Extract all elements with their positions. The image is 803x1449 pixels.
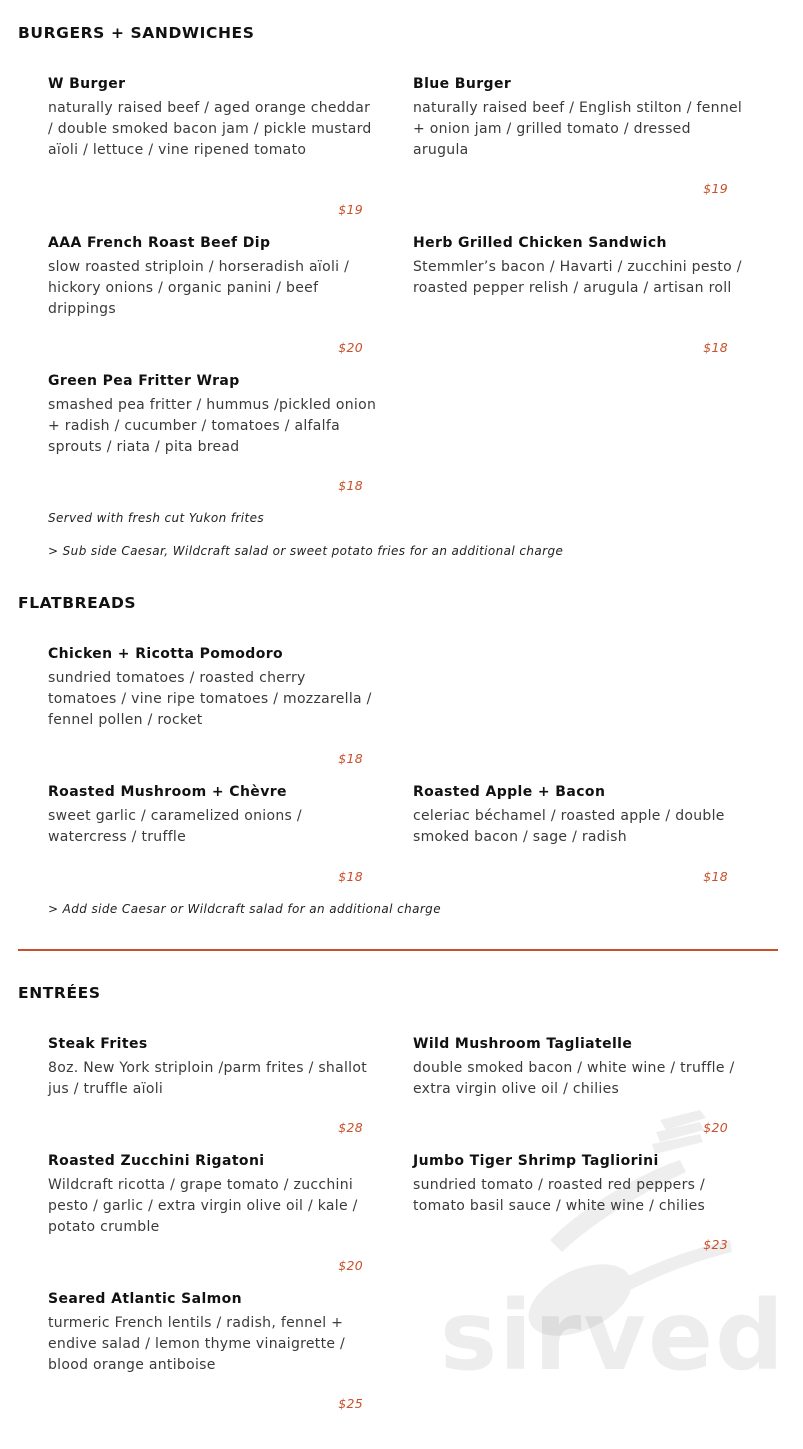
menu-item — [413, 74, 743, 161]
item-description: naturally raised beef / aged orange cheddar / double smoked bacon jam / pickle mustard aïoli / lettuce / vine ripened tomato — [48, 100, 372, 158]
section-title-burgers: BURGERS + SANDWICHES — [18, 24, 255, 42]
menu-item — [48, 74, 378, 161]
menu-item — [48, 782, 378, 848]
section-title-entrees: ENTRÉES — [18, 984, 101, 1002]
menu-item — [48, 1034, 378, 1100]
item-name: Chicken + Ricotta Pomodoro — [48, 646, 284, 662]
item-price: $28 — [338, 1120, 363, 1135]
menu-item — [413, 1034, 743, 1100]
menu-item — [413, 1151, 743, 1217]
section-note: Served with fresh cut Yukon frites — [48, 511, 265, 525]
item-price: $19 — [703, 181, 728, 196]
item-name: Roasted Mushroom + Chèvre — [48, 784, 287, 800]
menu-item — [48, 371, 378, 458]
item-price: $18 — [703, 340, 728, 355]
section-note: > Sub side Caesar, Wildcraft salad or sweet potato fries for an additional charge — [48, 544, 564, 558]
item-price: $18 — [338, 869, 363, 884]
menu-item — [413, 782, 743, 848]
item-description: smashed pea fritter / hummus /pickled onion + radish / cucumber / tomatoes / alfalfa sprouts / riata / pita bread — [48, 397, 377, 455]
item-description: turmeric French lentils / radish, fennel + endive salad / lemon thyme vinaigrette / blood orange antiboise — [48, 1315, 346, 1373]
menu-item — [48, 233, 378, 320]
item-description: sweet garlic / caramelized onions / watercress / truffle — [48, 808, 302, 845]
section-note: > Add side Caesar or Wildcraft salad for an additional charge — [48, 902, 441, 916]
item-name: Blue Burger — [413, 76, 512, 92]
menu-item — [413, 233, 743, 299]
item-name: Jumbo Tiger Shrimp Tagliorini — [413, 1153, 659, 1169]
item-description: naturally raised beef / English stilton / fennel + onion jam / grilled tomato / dressed arugula — [413, 100, 743, 158]
item-name: Roasted Apple + Bacon — [413, 784, 606, 800]
watermark-text: sirved — [440, 1280, 786, 1392]
item-description: double smoked bacon / white wine / truffle / extra virgin olive oil / chilies — [413, 1060, 735, 1097]
item-price: $18 — [338, 478, 363, 493]
section-title-flatbreads: FLATBREADS — [18, 594, 137, 612]
item-name: Roasted Zucchini Rigatoni — [48, 1153, 265, 1169]
item-description: sundried tomatoes / roasted cherry tomatoes / vine ripe tomatoes / mozzarella / fennel pollen / rocket — [48, 670, 372, 728]
item-name: Herb Grilled Chicken Sandwich — [413, 235, 667, 251]
item-description: slow roasted striploin / horseradish aïoli / hickory onions / organic panini / beef drippings — [48, 259, 350, 317]
menu-item — [48, 644, 378, 731]
item-name: Steak Frites — [48, 1036, 148, 1052]
item-description: sundried tomato / roasted red peppers / tomato basil sauce / white wine / chilies — [413, 1177, 706, 1214]
item-price: $23 — [703, 1237, 728, 1252]
item-name: W Burger — [48, 76, 126, 92]
item-description: Wildcraft ricotta / grape tomato / zucchini pesto / garlic / extra virgin olive oil / kale / potato crumble — [48, 1177, 358, 1235]
item-name: Seared Atlantic Salmon — [48, 1291, 243, 1307]
menu-item — [48, 1151, 378, 1238]
item-price: $25 — [338, 1396, 363, 1411]
section-divider — [18, 949, 778, 951]
item-name: Green Pea Fritter Wrap — [48, 373, 240, 389]
item-price: $18 — [703, 869, 728, 884]
menu-item — [48, 1289, 378, 1376]
item-price: $20 — [338, 1258, 363, 1273]
item-name: AAA French Roast Beef Dip — [48, 235, 271, 251]
item-price: $20 — [338, 340, 363, 355]
item-description: 8oz. New York striploin /parm frites / shallot jus / truffle aïoli — [48, 1060, 368, 1097]
item-price: $19 — [338, 202, 363, 217]
item-price: $20 — [703, 1120, 728, 1135]
item-description: celeriac béchamel / roasted apple / double smoked bacon / sage / radish — [413, 808, 725, 845]
item-name: Wild Mushroom Tagliatelle — [413, 1036, 633, 1052]
item-description: Stemmler’s bacon / Havarti / zucchini pesto / roasted pepper relish / arugula / artisan roll — [413, 259, 742, 296]
item-price: $18 — [338, 751, 363, 766]
